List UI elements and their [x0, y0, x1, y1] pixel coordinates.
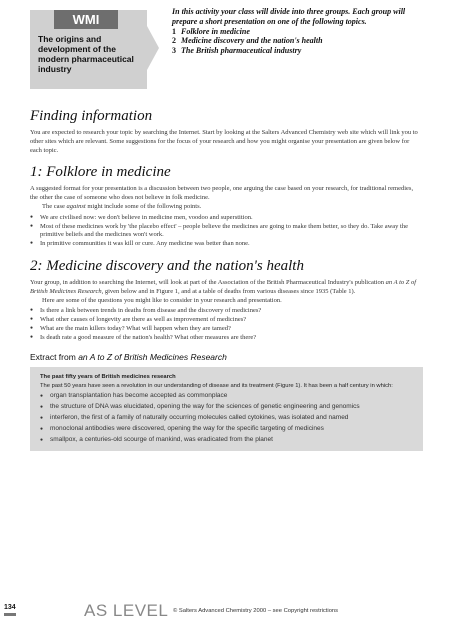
list-item: ● In primitive communities it was kill or cure. Any medicine was better than none.	[30, 240, 422, 249]
module-title	[38, 34, 148, 74]
text-run: Your group, in addition to searching the Internet, will look at part of the Association of the British Pharmaceutical Industry's publication	[30, 278, 386, 286]
course-level: AS LEVEL	[84, 601, 169, 620]
topic-label: Folklore in medicine	[181, 26, 250, 36]
bullet-list	[30, 214, 422, 249]
text-run: Extract from	[30, 351, 79, 362]
section-body: A suggested format for your presentation is a discussion between two people, one arguing the case based on your research, for traditional remedies, the other the case of someone who does not believe in folk medicine.	[30, 185, 414, 202]
topic-number: 3	[172, 46, 176, 56]
section-body	[30, 279, 422, 297]
section-medicine-discovery	[30, 258, 422, 343]
intro-text: In this activity your class will divide into three groups. Each group will prepare a short presentation on one of the following topics.	[172, 7, 406, 26]
module-title-line: modern pharmaceutical	[38, 54, 134, 64]
section-folklore	[30, 164, 422, 249]
module-title-line: development of the	[38, 44, 116, 54]
section-heading: 1: Folklore in medicine	[30, 164, 171, 181]
module-title-line: industry	[38, 64, 72, 74]
topic-item	[172, 36, 432, 46]
section-body: You are expected to research your topic by searching the Internet. Start by looking at the Salters Advanced Chemistry web site which will link you to other sites which are relevant. Some suggestions for the focus of your research and how you might organise your presentation are given below for each topic.	[30, 129, 418, 154]
topic-number: 1	[172, 26, 176, 36]
list-item: ● We are civilised now: we don't believe in medicine men, voodoo and superstition.	[30, 214, 422, 223]
list-item: ● Most of these medicines work by 'the placebo effect' – people believe the medicines are going to make them better, so they do. Take away the primitive beliefs and the medicines won't work.	[30, 223, 422, 241]
section-body: Here are some of the questions you might like to consider in your research and presentation.	[42, 296, 282, 304]
header-arrow-shape	[147, 26, 159, 70]
publication-title: an A to Z of British Medicines Research	[30, 278, 417, 295]
publication-title: an A to Z of British Medicines Research	[78, 351, 227, 362]
text-run: , given below and in Figure 1, and at a table of deaths from various diseases since 1935 (Table 1).	[101, 287, 356, 295]
copyright-notice: © Salters Advanced Chemistry 2000 – see Copyright restrictions	[173, 608, 339, 614]
list-item: ● Is death rate a good measure of the nation's health? What other measures are there?	[30, 334, 422, 343]
list-item: ● smallpox, a centuries-old scourge of mankind, was eradicated from the planet	[40, 436, 415, 445]
section-heading: 2: Medicine discovery and the nation's health	[30, 257, 304, 274]
topic-label: The British pharmaceutical industry	[181, 46, 302, 56]
topic-label: Medicine discovery and the nation's health	[181, 36, 323, 46]
list-item: ● What other causes of longevity are there as well as improvement of medicines?	[30, 316, 422, 325]
wmi-badge: WMI	[54, 10, 118, 29]
extract-intro: The past 50 years have seen a revolution in our understanding of disease and its treatment (Figure 1). It has been a half century in which:	[40, 382, 393, 389]
list-item: ● monoclonal antibodies were discovered, opening the way for the specific targeting of medicines	[40, 425, 415, 434]
text-run: The case	[42, 202, 67, 210]
section-heading: Finding information	[30, 108, 153, 124]
extract-title: The past fifty years of British medicines research	[40, 373, 176, 380]
activity-intro	[172, 7, 432, 56]
module-title-line: The origins and	[38, 34, 102, 44]
topic-list	[172, 27, 432, 56]
text-run: might include some of the following points.	[85, 202, 202, 210]
list-item: ● Is there a link between trends in deaths from disease and the discovery of medicines?	[30, 307, 422, 316]
list-item: ● interferon, the first of a family of naturally occurring molecules called cytokines, was isolated and named	[40, 414, 415, 423]
bullet-list	[40, 392, 415, 444]
list-item: ● the structure of DNA was elucidated, opening the way for the sciences of genetic engineering and genomics	[40, 403, 415, 412]
main-content	[30, 108, 422, 451]
topic-number: 2	[172, 36, 176, 46]
list-item: ● organ transplantation has become accepted as commonplace	[40, 392, 415, 401]
bullet-list	[30, 307, 422, 342]
section-body	[30, 203, 422, 212]
list-item: ● What are the main killers today? What will happen when they are tamed?	[30, 325, 422, 334]
emphasis-text: against	[66, 202, 86, 210]
extract-heading	[30, 352, 422, 363]
page-number-bar	[4, 613, 16, 616]
topic-item	[172, 46, 432, 56]
topic-item	[172, 27, 432, 37]
section-finding-information	[30, 108, 422, 155]
page-number: 134	[4, 604, 16, 611]
extract-box	[30, 367, 423, 452]
